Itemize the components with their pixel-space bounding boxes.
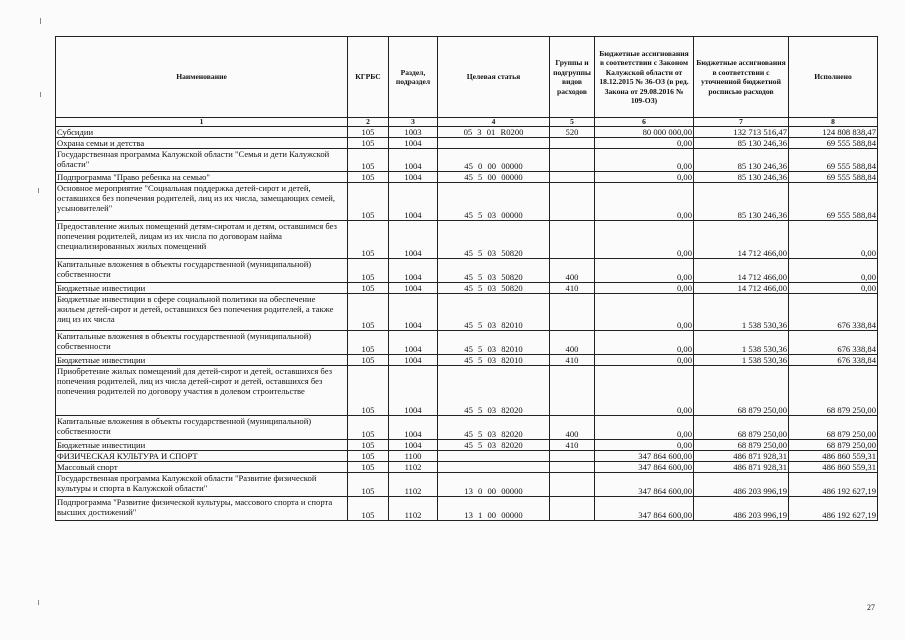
row-executed: 486 860 559,31	[789, 462, 878, 473]
column-number: 4	[438, 118, 550, 127]
row-kgrbs: 105	[348, 451, 389, 462]
row-group	[550, 366, 595, 416]
row-article: 45 5 03 50820	[438, 221, 550, 259]
row-group: 400	[550, 416, 595, 440]
row-executed: 486 192 627,19	[789, 473, 878, 497]
header-executed: Исполнено	[789, 37, 878, 118]
row-kgrbs: 105	[348, 497, 389, 521]
row-section: 1004	[389, 138, 438, 149]
row-group: 410	[550, 440, 595, 451]
table-row	[56, 259, 878, 283]
header-article: Целевая статья	[438, 37, 550, 118]
row-article: 45 5 03 82010	[438, 294, 550, 331]
row-section: 1004	[389, 416, 438, 440]
row-law: 0,00	[595, 183, 694, 221]
row-name: Подпрограмма "Право ребенка на семью"	[56, 172, 348, 183]
row-name: Приобретение жилых помещений для детей-сирот и детей, оставшихся без попечения родителей, лиц из числа детей-сирот и детей, оставшихся без попечения родителей по договору участия в долевом строительстве	[56, 366, 348, 416]
table-row	[56, 221, 878, 259]
row-kgrbs: 105	[348, 462, 389, 473]
header-kgrbs: КГРБС	[348, 37, 389, 118]
header-expense-group: Группы и подгруппы видов расходов	[550, 37, 595, 118]
row-executed: 68 879 250,00	[789, 416, 878, 440]
row-executed: 68 879 250,00	[789, 440, 878, 451]
row-section: 1004	[389, 366, 438, 416]
row-kgrbs: 105	[348, 259, 389, 283]
row-refined: 1 538 530,36	[694, 294, 789, 331]
row-law: 0,00	[595, 149, 694, 172]
row-name: Государственная программа Калужской области "Развитие физической культуры и спорта в Калужской области"	[56, 473, 348, 497]
row-refined: 85 130 246,36	[694, 138, 789, 149]
row-refined: 85 130 246,36	[694, 172, 789, 183]
row-law: 347 864 600,00	[595, 451, 694, 462]
row-section: 1004	[389, 183, 438, 221]
row-section: 1004	[389, 149, 438, 172]
row-article: 13 0 00 00000	[438, 473, 550, 497]
row-refined: 486 203 996,19	[694, 497, 789, 521]
row-law: 0,00	[595, 331, 694, 355]
column-number: 5	[550, 118, 595, 127]
table-row	[56, 355, 878, 366]
row-section: 1004	[389, 294, 438, 331]
row-refined: 68 879 250,00	[694, 366, 789, 416]
row-kgrbs: 105	[348, 473, 389, 497]
row-article: 45 5 03 00000	[438, 183, 550, 221]
column-number: 3	[389, 118, 438, 127]
row-section: 1102	[389, 497, 438, 521]
row-group: 520	[550, 127, 595, 138]
column-number-row	[56, 118, 878, 127]
column-number: 8	[789, 118, 878, 127]
row-refined: 486 203 996,19	[694, 473, 789, 497]
row-executed: 676 338,84	[789, 294, 878, 331]
row-article: 45 5 03 50820	[438, 259, 550, 283]
row-law: 347 864 600,00	[595, 462, 694, 473]
table-row	[56, 183, 878, 221]
row-group: 410	[550, 355, 595, 366]
row-law: 0,00	[595, 366, 694, 416]
column-number: 6	[595, 118, 694, 127]
left-margin-mark	[38, 188, 39, 193]
row-group: 400	[550, 331, 595, 355]
table-row	[56, 451, 878, 462]
row-refined: 85 130 246,36	[694, 183, 789, 221]
row-refined: 1 538 530,36	[694, 355, 789, 366]
row-kgrbs: 105	[348, 138, 389, 149]
row-article	[438, 451, 550, 462]
row-article: 45 5 03 82010	[438, 331, 550, 355]
row-kgrbs: 105	[348, 416, 389, 440]
table-row	[56, 127, 878, 138]
table-row	[56, 462, 878, 473]
row-kgrbs: 105	[348, 440, 389, 451]
row-executed: 0,00	[789, 221, 878, 259]
row-article: 45 5 03 82020	[438, 366, 550, 416]
row-refined: 14 712 466,00	[694, 283, 789, 294]
table-row	[56, 138, 878, 149]
row-executed: 676 338,84	[789, 355, 878, 366]
header-law-allocations: Бюджетные ассигнования в соответствии с Законом Калужской области от 18.12.2015 № 36-ОЗ (в ред. Закона от 29.08.2016 № 109-ОЗ)	[595, 37, 694, 118]
row-name: Капитальные вложения в объекты государственной (муниципальной) собственности	[56, 259, 348, 283]
row-kgrbs: 105	[348, 221, 389, 259]
row-name: Бюджетные инвестиции в сфере социальной политики на обеспечение жильем детей-сирот и детей, оставшихся без попечения родителей, а также лиц из их числа	[56, 294, 348, 331]
page-number: 27	[867, 603, 875, 612]
row-kgrbs: 105	[348, 149, 389, 172]
row-article	[438, 138, 550, 149]
row-section: 1004	[389, 440, 438, 451]
row-law: 80 000 000,00	[595, 127, 694, 138]
row-law: 0,00	[595, 416, 694, 440]
row-group: 400	[550, 259, 595, 283]
row-executed: 486 860 559,31	[789, 451, 878, 462]
row-executed: 124 808 838,47	[789, 127, 878, 138]
row-kgrbs: 105	[348, 331, 389, 355]
table-row	[56, 416, 878, 440]
row-law: 0,00	[595, 440, 694, 451]
column-number: 1	[56, 118, 348, 127]
row-name: Массовый спорт	[56, 462, 348, 473]
row-article: 05 3 01 R0200	[438, 127, 550, 138]
row-article: 45 0 00 00000	[438, 149, 550, 172]
header-row	[56, 37, 878, 118]
row-name: Подпрограмма "Развитие физической культуры, массового спорта и спорта высших достижений"	[56, 497, 348, 521]
column-number: 2	[348, 118, 389, 127]
table-row	[56, 294, 878, 331]
row-kgrbs: 105	[348, 183, 389, 221]
row-refined: 14 712 466,00	[694, 259, 789, 283]
header-section: Раздел, подраздел	[389, 37, 438, 118]
row-group	[550, 149, 595, 172]
row-name: Предоставление жилых помещений детям-сиротам и детям, оставшимся без попечения родителей, лицам из их числа по договорам найма специализированных жилых помещений	[56, 221, 348, 259]
row-refined: 486 871 928,31	[694, 462, 789, 473]
row-name: Бюджетные инвестиции	[56, 440, 348, 451]
row-section: 1102	[389, 473, 438, 497]
row-refined: 85 130 246,36	[694, 149, 789, 172]
row-article	[438, 462, 550, 473]
row-executed: 69 555 588,84	[789, 149, 878, 172]
row-section: 1004	[389, 172, 438, 183]
row-section: 1004	[389, 355, 438, 366]
row-section: 1003	[389, 127, 438, 138]
row-article: 45 5 03 50820	[438, 283, 550, 294]
row-name: Бюджетные инвестиции	[56, 355, 348, 366]
row-group	[550, 497, 595, 521]
row-executed: 69 555 588,84	[789, 172, 878, 183]
row-executed: 69 555 588,84	[789, 138, 878, 149]
left-margin-mark	[40, 92, 41, 97]
row-law: 0,00	[595, 283, 694, 294]
table-row	[56, 366, 878, 416]
row-article: 13 1 00 00000	[438, 497, 550, 521]
row-name: Основное мероприятие "Социальная поддержка детей-сирот и детей, оставшихся без попечения родителей, лиц из их числа, замещающих семей, усыновителей"	[56, 183, 348, 221]
row-section: 1004	[389, 331, 438, 355]
row-law: 0,00	[595, 138, 694, 149]
row-executed: 68 879 250,00	[789, 366, 878, 416]
row-article: 45 5 03 82020	[438, 416, 550, 440]
row-refined: 1 538 530,36	[694, 331, 789, 355]
row-name: Бюджетные инвестиции	[56, 283, 348, 294]
row-section: 1102	[389, 462, 438, 473]
table-row	[56, 172, 878, 183]
row-law: 0,00	[595, 259, 694, 283]
row-law: 0,00	[595, 355, 694, 366]
header-name: Наименование	[56, 37, 348, 118]
row-group: 410	[550, 283, 595, 294]
row-article: 45 5 00 00000	[438, 172, 550, 183]
table-row	[56, 440, 878, 451]
left-margin-mark	[38, 600, 39, 605]
table-row	[56, 497, 878, 521]
row-executed: 0,00	[789, 283, 878, 294]
row-executed: 486 192 627,19	[789, 497, 878, 521]
row-law: 347 864 600,00	[595, 497, 694, 521]
row-article: 45 5 03 82010	[438, 355, 550, 366]
row-name: Субсидии	[56, 127, 348, 138]
row-group	[550, 221, 595, 259]
row-name: Охрана семьи и детства	[56, 138, 348, 149]
table-row	[56, 331, 878, 355]
row-section: 1004	[389, 221, 438, 259]
row-article: 45 5 03 82020	[438, 440, 550, 451]
table-row	[56, 149, 878, 172]
row-executed: 0,00	[789, 259, 878, 283]
row-group	[550, 138, 595, 149]
row-kgrbs: 105	[348, 127, 389, 138]
row-section: 1004	[389, 259, 438, 283]
row-kgrbs: 105	[348, 283, 389, 294]
row-executed: 69 555 588,84	[789, 183, 878, 221]
row-law: 0,00	[595, 221, 694, 259]
row-refined: 132 713 516,47	[694, 127, 789, 138]
row-group	[550, 451, 595, 462]
row-name: ФИЗИЧЕСКАЯ КУЛЬТУРА И СПОРТ	[56, 451, 348, 462]
row-group	[550, 473, 595, 497]
row-refined: 14 712 466,00	[694, 221, 789, 259]
row-section: 1004	[389, 283, 438, 294]
row-group	[550, 172, 595, 183]
row-refined: 68 879 250,00	[694, 416, 789, 440]
header-refined-allocations: Бюджетные ассигнования в соответствии с уточненной бюджетной росписью расходов	[694, 37, 789, 118]
row-kgrbs: 105	[348, 172, 389, 183]
row-name: Государственная программа Калужской области "Семья и дети Калужской области"	[56, 149, 348, 172]
row-name: Капитальные вложения в объекты государственной (муниципальной) собственности	[56, 331, 348, 355]
column-number: 7	[694, 118, 789, 127]
row-section: 1100	[389, 451, 438, 462]
row-group	[550, 462, 595, 473]
row-executed: 676 338,84	[789, 331, 878, 355]
row-law: 0,00	[595, 294, 694, 331]
row-kgrbs: 105	[348, 355, 389, 366]
row-name: Капитальные вложения в объекты государственной (муниципальной) собственности	[56, 416, 348, 440]
table-row	[56, 473, 878, 497]
row-group	[550, 294, 595, 331]
left-margin-mark	[40, 18, 41, 24]
row-refined: 68 879 250,00	[694, 440, 789, 451]
budget-table	[55, 36, 878, 521]
row-law: 347 864 600,00	[595, 473, 694, 497]
row-group	[550, 183, 595, 221]
row-law: 0,00	[595, 172, 694, 183]
row-kgrbs: 105	[348, 294, 389, 331]
table-row	[56, 283, 878, 294]
row-refined: 486 871 928,31	[694, 451, 789, 462]
row-kgrbs: 105	[348, 366, 389, 416]
